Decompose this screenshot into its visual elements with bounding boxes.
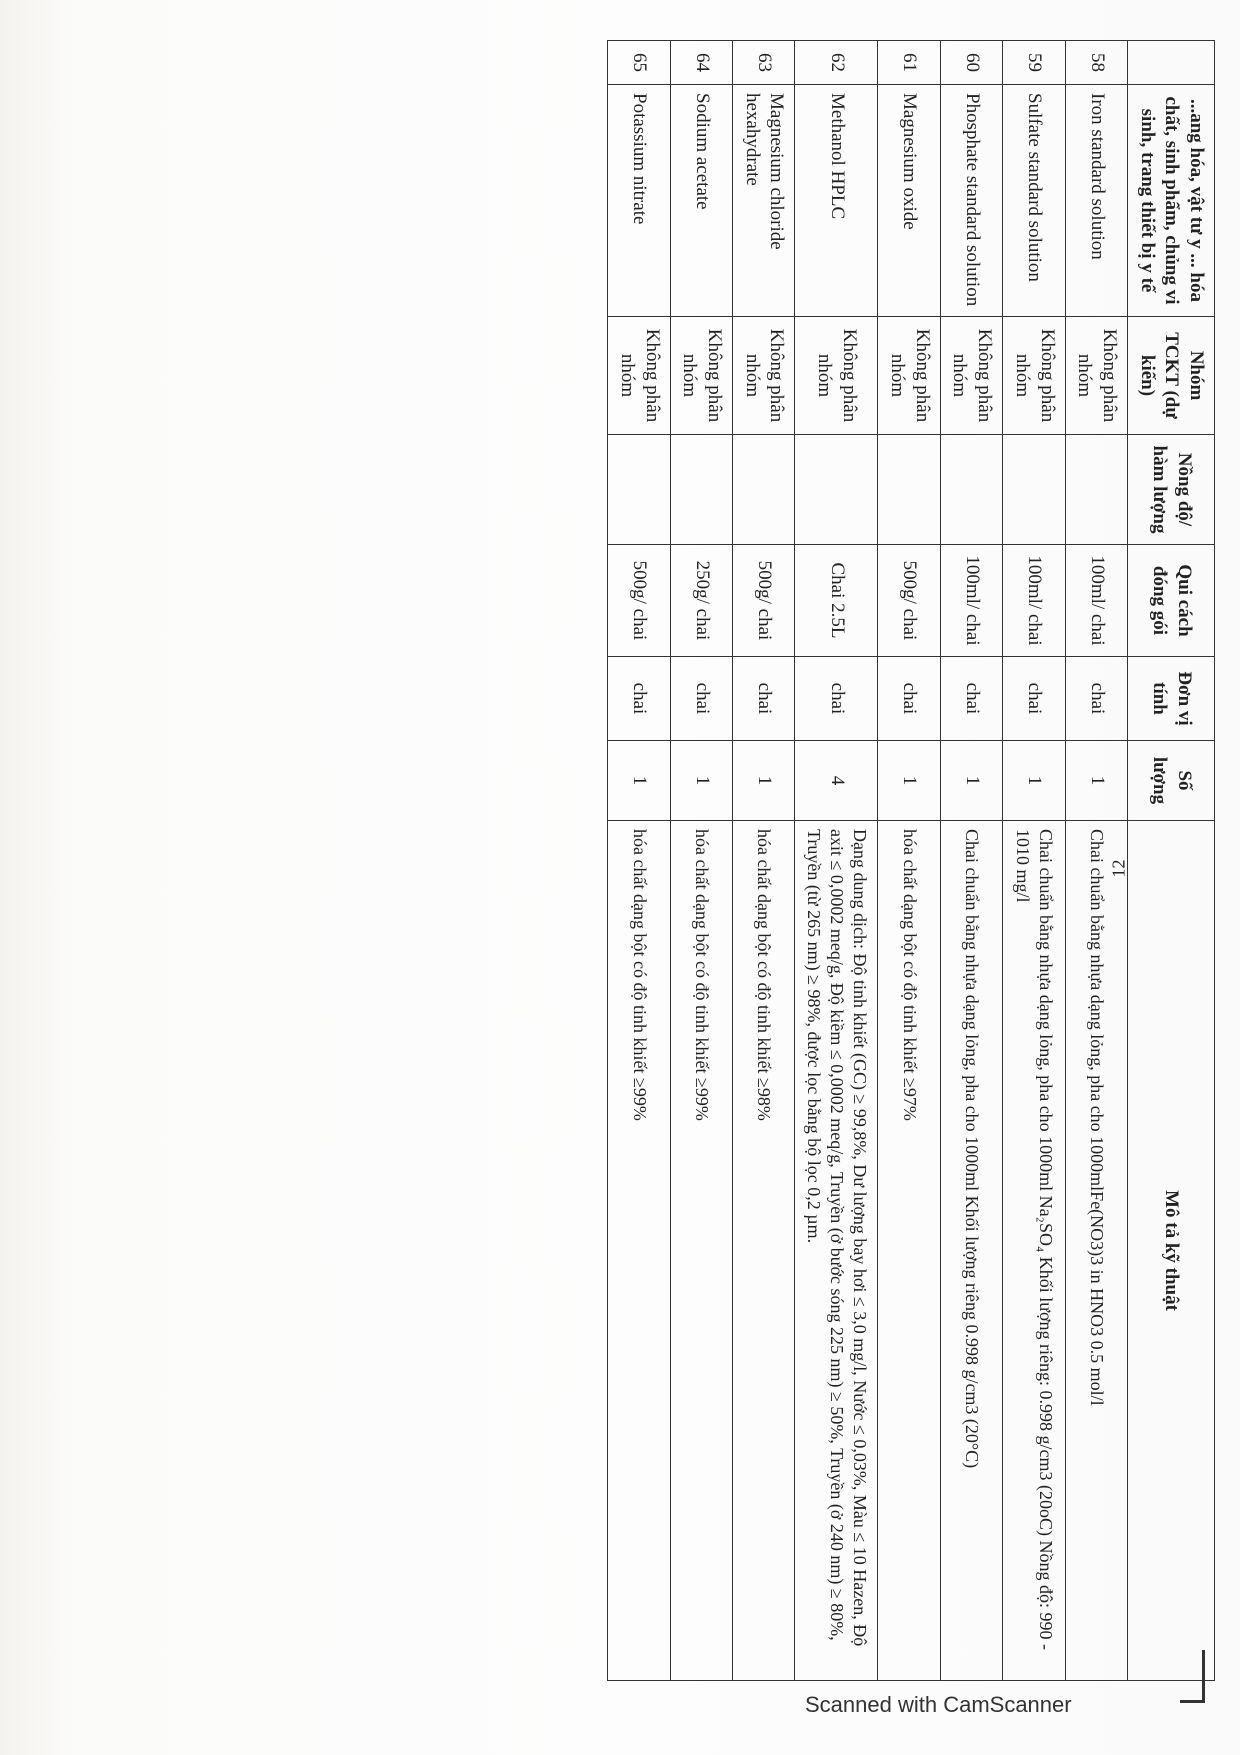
row-group: Không phân nhóm — [878, 317, 940, 435]
row-description: Chai chuẩn bằng nhựa dạng lỏng, pha cho 1000mlFe(NO3)3 in HNO3 0.5 mol/l — [1065, 821, 1127, 1681]
row-description: Dạng dung dịch: Độ tinh khiết (GC) ≥ 99,8%, Dư lượng bay hơi ≤ 3,0 mg/l, Nước ≤ 0,03%, Màu ≤ 10 Hazen, Độ axit ≤ 0,0002 meq/g, Độ kiềm ≤ 0,0002 meq/g, Truyền (ở bước sóng 225 nm) ≥ 50%, Truyền (ở 240 nm) ≥ 80%, Truyền (từ 265 nm) ≥ 98%, được lọc bằng bộ lọc 0,2 µm. — [795, 821, 878, 1681]
row-stt: 61 — [878, 41, 940, 85]
row-packaging: 250g/ chai — [670, 545, 732, 657]
row-concentration — [878, 435, 940, 545]
row-name: Magnesium oxide — [878, 85, 940, 317]
row-stt: 65 — [608, 41, 670, 85]
header-unit: Đơn vị tính — [1127, 657, 1214, 741]
row-unit: chai — [732, 657, 794, 741]
row-group: Không phân nhóm — [670, 317, 732, 435]
header-concentration: Nồng độ/ hàm lượng — [1127, 435, 1214, 545]
row-quantity: 1 — [608, 741, 670, 821]
row-description: hóa chất dạng bột có độ tinh khiết ≥97% — [878, 821, 940, 1681]
row-unit: chai — [1065, 657, 1127, 741]
row-unit: chai — [795, 657, 878, 741]
row-group: Không phân nhóm — [1065, 317, 1127, 435]
row-name: Iron standard solution — [1065, 85, 1127, 317]
row-stt: 60 — [940, 41, 1002, 85]
header-quantity: Số lượng — [1127, 741, 1214, 821]
row-packaging: 100ml/ chai — [940, 545, 1002, 657]
table-row — [1003, 41, 1065, 1681]
row-description: hóa chất dạng bột có độ tinh khiết ≥99% — [670, 821, 732, 1681]
table-row — [878, 41, 940, 1681]
row-name: Potassium nitrate — [608, 85, 670, 317]
table-row — [795, 41, 878, 1681]
row-stt: 62 — [795, 41, 878, 85]
row-packaging: 100ml/ chai — [1003, 545, 1065, 657]
row-quantity: 4 — [795, 741, 878, 821]
row-description: hóa chất dạng bột có độ tinh khiết ≥98% — [732, 821, 794, 1681]
row-packaging: 500g/ chai — [878, 545, 940, 657]
row-concentration — [608, 435, 670, 545]
row-unit: chai — [608, 657, 670, 741]
table-row — [732, 41, 794, 1681]
header-row — [1127, 41, 1214, 1681]
row-quantity: 1 — [878, 741, 940, 821]
row-unit: chai — [670, 657, 732, 741]
scanner-watermark: Scanned with CamScanner — [805, 1692, 1072, 1717]
row-concentration — [795, 435, 878, 545]
row-description: Chai chuẩn bằng nhựa dạng lỏng, pha cho 1000ml Khối lượng riêng 0.998 g/cm3 (20°C) — [940, 821, 1002, 1681]
row-packaging: 500g/ chai — [608, 545, 670, 657]
row-quantity: 1 — [670, 741, 732, 821]
row-concentration — [940, 435, 1002, 545]
table-row — [608, 41, 670, 1681]
header-description: Mô tả kỹ thuật — [1127, 821, 1214, 1681]
row-unit: chai — [1003, 657, 1065, 741]
row-packaging: 100ml/ chai — [1065, 545, 1127, 657]
row-packaging: 500g/ chai — [732, 545, 794, 657]
row-unit: chai — [878, 657, 940, 741]
header-stt — [1127, 41, 1214, 85]
row-concentration — [732, 435, 794, 545]
page-number: 12 — [1108, 859, 1129, 878]
row-quantity: 1 — [940, 741, 1002, 821]
row-description: hóa chất dạng bột có độ tinh khiết ≥99% — [608, 821, 670, 1681]
row-group: Không phân nhóm — [940, 317, 1002, 435]
row-quantity: 1 — [732, 741, 794, 821]
header-name: ...ang hóa, vật tư y ... hóa chất, sinh phẩm, chủng vi sinh, trang thiết bị y tế — [1127, 85, 1214, 317]
row-name: Sulfate standard solution — [1003, 85, 1065, 317]
row-name: Magnesium chloride hexahydrate — [732, 85, 794, 317]
row-stt: 59 — [1003, 41, 1065, 85]
row-name: Phosphate standard solution — [940, 85, 1002, 317]
row-group: Không phân nhóm — [732, 317, 794, 435]
table-row — [670, 41, 732, 1681]
row-name: Methanol HPLC — [795, 85, 878, 317]
rotated-table-frame — [95, 40, 1215, 1680]
row-group: Không phân nhóm — [795, 317, 878, 435]
row-concentration — [1065, 435, 1127, 545]
row-unit: chai — [940, 657, 1002, 741]
row-concentration — [1003, 435, 1065, 545]
row-stt: 58 — [1065, 41, 1127, 85]
row-stt: 63 — [732, 41, 794, 85]
corner-mark — [1180, 1650, 1205, 1703]
row-concentration — [670, 435, 732, 545]
row-packaging: Chai 2.5L — [795, 545, 878, 657]
row-name: Sodium acetate — [670, 85, 732, 317]
row-group: Không phân nhóm — [608, 317, 670, 435]
row-stt: 64 — [670, 41, 732, 85]
header-packaging: Qui cách đóng gói — [1127, 545, 1214, 657]
row-group: Không phân nhóm — [1003, 317, 1065, 435]
row-quantity: 1 — [1003, 741, 1065, 821]
row-description: Chai chuẩn bằng nhựa dạng lỏng, pha cho 1000ml Na₂SO₄ Khối lượng riêng: 0.998 g/cm3 (20oC) Nồng độ: 990 - 1010 mg/l — [1003, 821, 1065, 1681]
header-group: Nhóm TCKT (dự kiến) — [1127, 317, 1214, 435]
table-row — [940, 41, 1002, 1681]
row-quantity: 1 — [1065, 741, 1127, 821]
